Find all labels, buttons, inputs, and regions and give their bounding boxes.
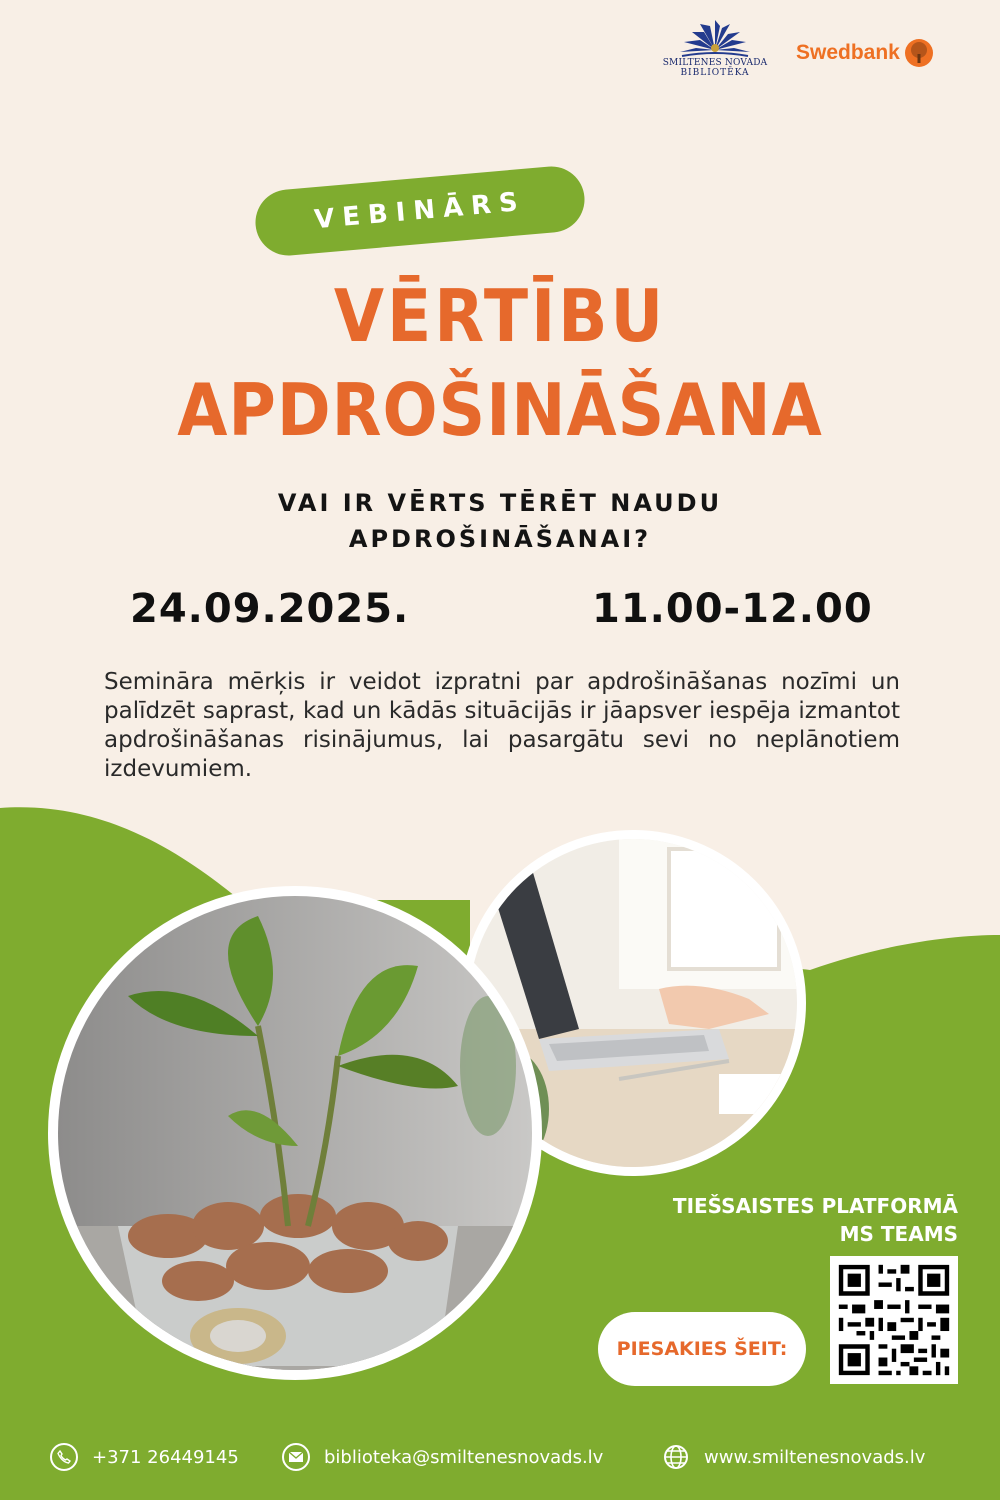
qr-code[interactable] — [830, 1256, 958, 1384]
email-address: biblioteka@smiltenesnovads.lv — [324, 1446, 604, 1468]
swedbank-logo — [796, 36, 934, 70]
platform-info — [673, 1192, 958, 1248]
library-subname: BIBLIOTĒKA — [680, 68, 750, 78]
phone-number: +371 26449145 — [92, 1446, 239, 1468]
oak-tree-icon — [904, 38, 934, 68]
signup-button[interactable]: PIESAKIES ŠEIT: — [598, 1312, 806, 1386]
website-url: www.smiltenesnovads.lv — [704, 1446, 926, 1468]
subtitle-line-1: VAI IR VĒRTS TĒRĒT NAUDU — [277, 489, 723, 517]
webinar-badge-label: VEBINĀRS — [313, 186, 527, 236]
subtitle-line-2: APDROŠINĀŠANAI? — [348, 525, 652, 553]
plant-coins-photo — [48, 886, 542, 1380]
cornflower-icon — [670, 20, 760, 58]
contact-phone[interactable] — [50, 1440, 239, 1474]
library-name: SMILTENES NOVADA — [662, 58, 768, 68]
contact-website[interactable] — [662, 1440, 925, 1474]
title-line-1: VĒRTĪBU — [333, 274, 667, 358]
contact-email[interactable] — [282, 1440, 603, 1474]
event-description: Semināra mērķis ir veidot izpratni par apdrošināšanas nozīmi un palīdzēt saprast, kad un kādās situācijās ir jāapsver iespēja izmantot apdrošināšanas risinājumus, lai pasargātu sevi no neplānotiem izdevumiem. — [104, 669, 900, 782]
library-logo — [660, 20, 770, 90]
platform-line-1: TIEŠSAISTES PLATFORMĀ — [672, 1194, 958, 1218]
title-line-2: APDROŠINĀŠANA — [177, 368, 823, 452]
platform-line-2: MS TEAMS — [839, 1222, 958, 1246]
event-date: 24.09.2025. — [130, 586, 410, 632]
mail-icon — [282, 1443, 310, 1471]
globe-icon — [662, 1443, 690, 1471]
event-time: 11.00-12.00 — [592, 586, 873, 632]
phone-icon — [50, 1443, 78, 1471]
swedbank-wordmark: Swedbank — [796, 41, 900, 64]
